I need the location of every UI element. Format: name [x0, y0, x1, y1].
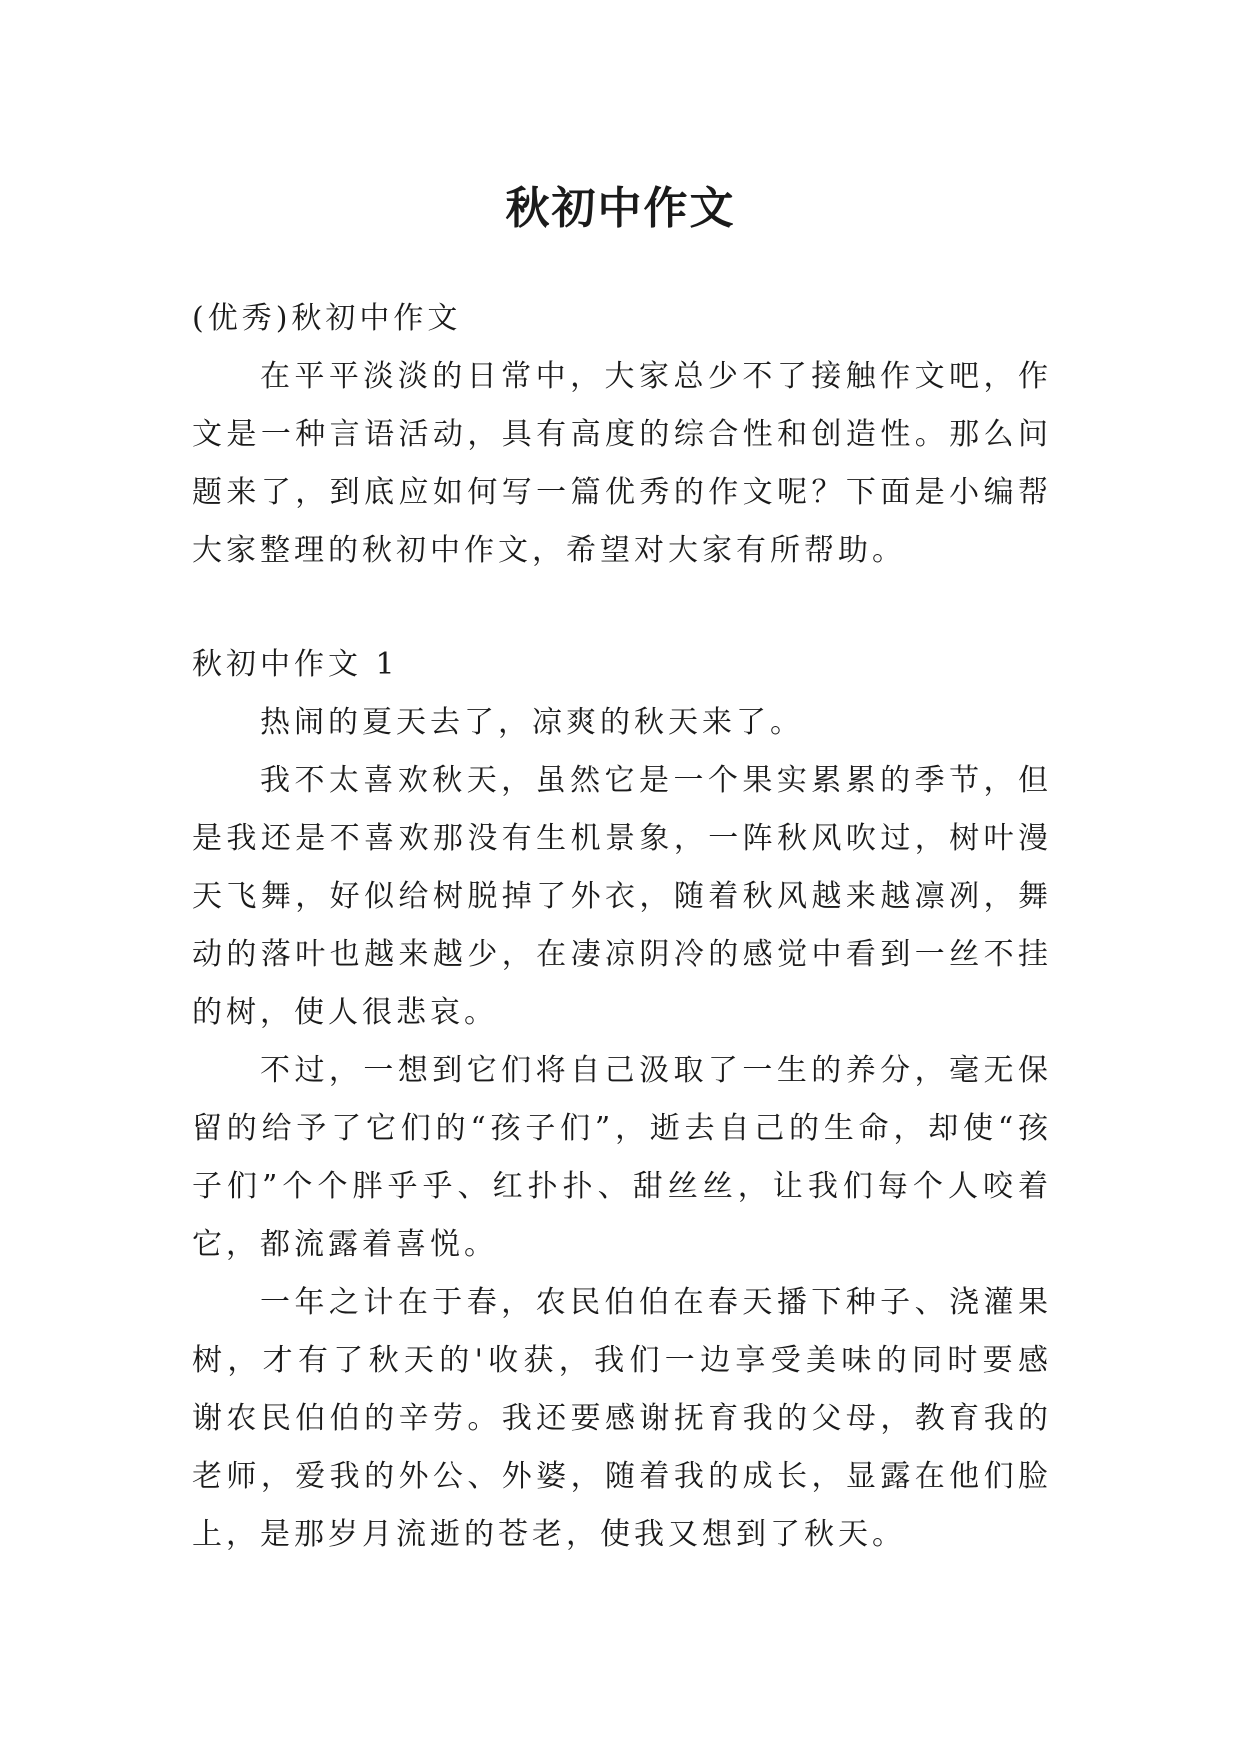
- section-spacer: [192, 580, 1052, 636]
- body-paragraph: 不过，一想到它们将自己汲取了一生的养分，毫无保留的给予了它们的“孩子们”，逝去自己的生命，却使“孩子们”个个胖乎乎、红扑扑、甜丝丝，让我们每个人咬着它，都流露着喜悦。: [192, 1053, 1052, 1262]
- intro-paragraph: 在平平淡淡的日常中，大家总少不了接触作文吧，作文是一种言语活动，具有高度的综合性和创造性。那么问题来了，到底应如何写一篇优秀的作文呢？下面是小编帮大家整理的秋初中作文，希望对大家有所帮助。: [192, 359, 1052, 568]
- body-paragraph: 一年之计在于春，农民伯伯在春天播下种子、浇灌果树，才有了秋天的'收获，我们一边享受美味的同时要感谢农民伯伯的辛劳。我还要感谢抚育我的父母，教育我的老师，爱我的外公、外婆，随着我的成长，显露在他们脸上，是那岁月流逝的苍老，使我又想到了秋天。: [192, 1285, 1052, 1552]
- body-paragraph: 我不太喜欢秋天，虽然它是一个果实累累的季节，但是我还是不喜欢那没有生机景象，一阵秋风吹过，树叶漫天飞舞，好似给树脱掉了外衣，随着秋风越来越凛冽，舞动的落叶也越来越少，在凄凉阴冷的感觉中看到一丝不挂的树，使人很悲哀。: [192, 763, 1052, 1030]
- document-body: [192, 290, 1052, 1564]
- document-subtitle: (优秀)秋初中作文: [192, 301, 462, 336]
- body-paragraph: 热闹的夏天去了，凉爽的秋天来了。: [260, 705, 804, 740]
- document-title: 秋初中作文: [505, 183, 736, 235]
- section-heading: 秋初中作文 1: [192, 647, 399, 682]
